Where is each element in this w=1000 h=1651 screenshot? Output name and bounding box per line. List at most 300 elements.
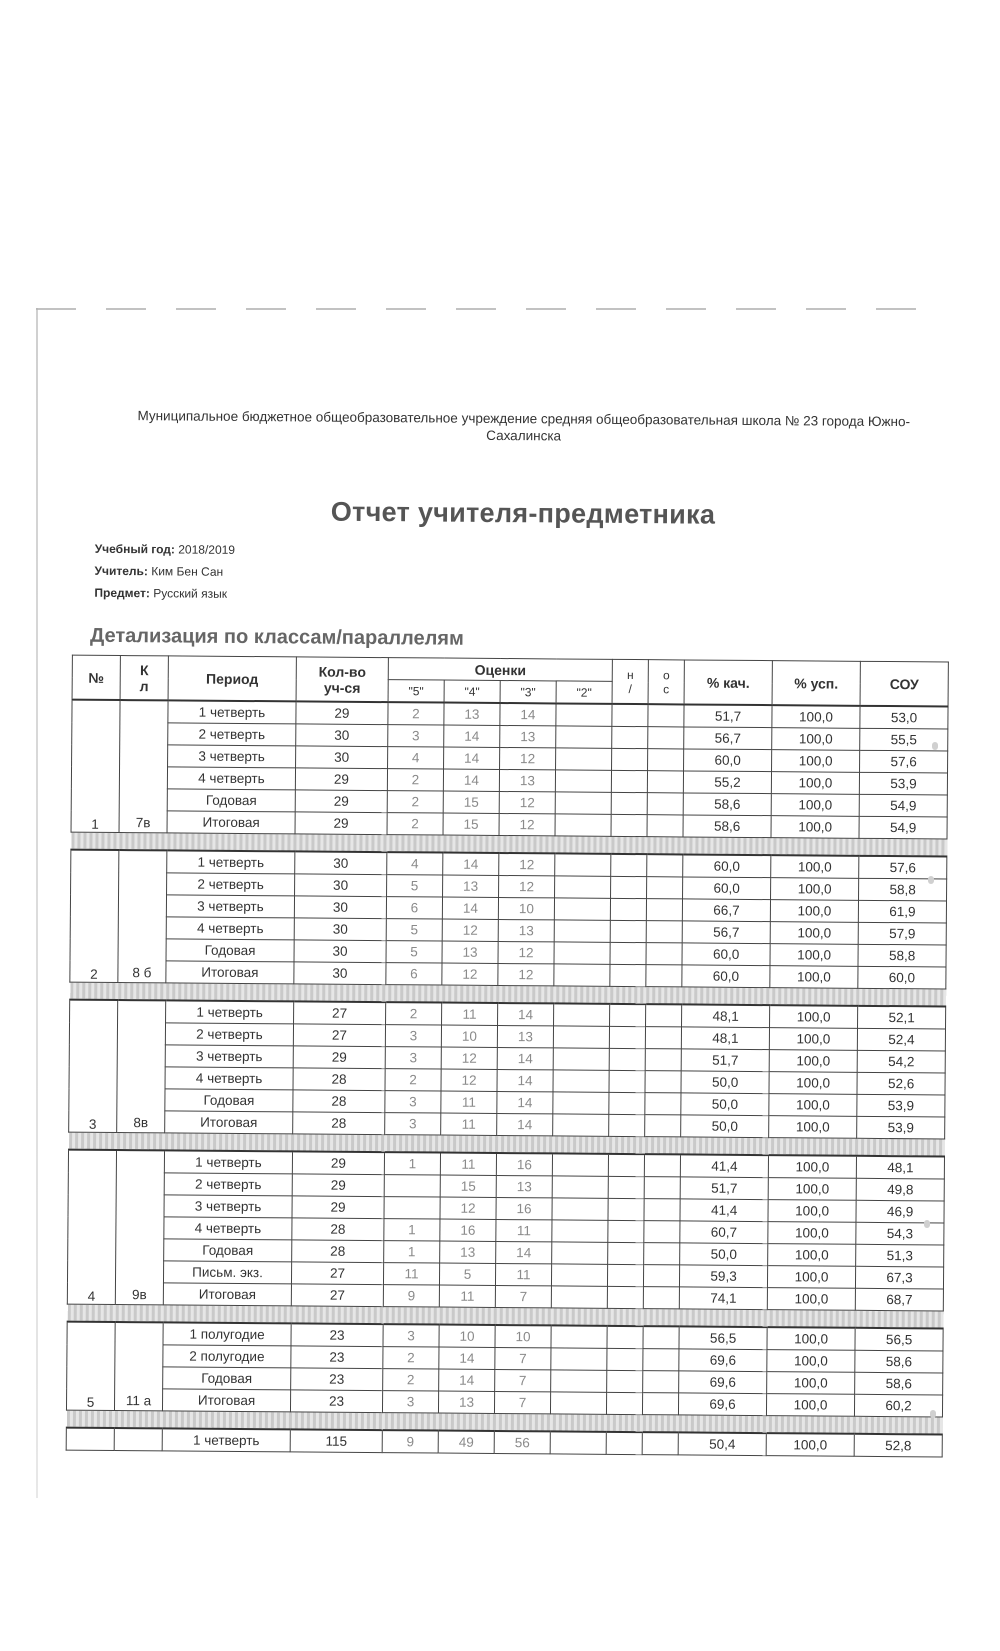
grade-3-cell: 12 <box>499 875 555 897</box>
success-cell: 100,0 <box>771 794 859 817</box>
quality-cell: 69,6 <box>679 1349 767 1372</box>
n-cell <box>612 704 648 727</box>
header-grade-3: "3" <box>500 680 556 703</box>
success-cell: 100,0 <box>769 1028 857 1051</box>
period-cell: 2 четверть <box>164 1173 292 1196</box>
quality-cell: 60,7 <box>680 1221 768 1244</box>
scan-speck <box>928 876 934 884</box>
grade-2-cell <box>552 1242 608 1264</box>
sou-cell: 61,9 <box>858 900 946 923</box>
sou-cell: 67,3 <box>856 1266 944 1289</box>
grade-2-cell <box>554 898 610 920</box>
count-cell: 27 <box>291 1284 383 1307</box>
o-cell <box>646 1004 682 1027</box>
grade-5-cell: 3 <box>385 1091 441 1113</box>
grade-3-cell: 13 <box>500 725 556 747</box>
success-cell: 100,0 <box>769 1116 857 1139</box>
meta-subject <box>94 586 227 601</box>
period-cell: 2 четверть <box>165 1023 293 1046</box>
meta-subject-label: Предмет: <box>94 585 150 601</box>
count-cell: 28 <box>293 1068 385 1091</box>
scan-speck <box>932 742 938 750</box>
grade-5-cell: 5 <box>386 919 442 941</box>
quality-cell: 74,1 <box>679 1287 767 1310</box>
grade-2-cell <box>551 1264 607 1286</box>
quality-cell: 58,6 <box>683 815 771 838</box>
grade-4-cell: 13 <box>440 1241 496 1263</box>
grade-4-cell: 14 <box>439 1347 495 1369</box>
n-cell <box>611 854 647 877</box>
o-cell <box>646 943 682 965</box>
grade-5-cell <box>384 1197 440 1219</box>
quality-cell: 56,7 <box>684 727 772 750</box>
count-cell: 23 <box>291 1323 383 1346</box>
n-cell <box>612 748 648 770</box>
sou-cell: 53,9 <box>857 1116 945 1139</box>
n-cell <box>607 1370 643 1392</box>
grade-2-cell <box>553 1070 609 1092</box>
grade-3-cell: 14 <box>497 1113 553 1135</box>
o-cell <box>646 921 682 943</box>
grade-5-cell: 2 <box>387 813 443 835</box>
total-num-cell <box>66 1428 114 1451</box>
n-cell <box>611 814 647 836</box>
quality-cell: 50,0 <box>681 1071 769 1094</box>
grade-2-cell <box>551 1325 607 1348</box>
sou-cell: 55,5 <box>860 728 948 751</box>
total-period-cell: 1 четверть <box>162 1428 290 1452</box>
table-header <box>72 655 948 706</box>
sou-cell: 48,1 <box>856 1156 944 1179</box>
header-grade-2: "2" <box>556 681 612 704</box>
grade-3-cell: 10 <box>495 1325 551 1348</box>
header-success: % усп. <box>772 661 860 706</box>
grade-3-cell: 7 <box>495 1285 551 1307</box>
header-o-top: о <box>662 667 670 682</box>
sou-cell: 68,7 <box>855 1288 943 1311</box>
count-cell: 23 <box>291 1346 383 1369</box>
grade-4-cell: 11 <box>441 1113 497 1135</box>
sou-cell: 57,9 <box>858 922 946 945</box>
grade-4-cell: 12 <box>442 963 498 985</box>
o-cell <box>645 1049 681 1071</box>
count-cell: 29 <box>292 1196 384 1219</box>
period-cell: Годовая <box>165 1089 293 1112</box>
total-success-cell: 100,0 <box>766 1433 854 1456</box>
sou-cell: 56,5 <box>855 1328 943 1351</box>
period-cell: 3 четверть <box>168 745 296 768</box>
grade-5-cell: 2 <box>383 1369 439 1391</box>
n-cell <box>610 964 646 986</box>
quality-cell: 69,6 <box>679 1371 767 1394</box>
grade-3-cell: 12 <box>499 791 555 813</box>
quality-cell: 60,0 <box>682 965 770 988</box>
grade-5-cell: 2 <box>383 1347 439 1369</box>
grade-4-cell: 14 <box>444 747 500 769</box>
period-cell: Годовая <box>163 1367 291 1390</box>
grade-5-cell <box>384 1175 440 1197</box>
o-cell <box>647 854 683 877</box>
meta-year <box>95 542 235 557</box>
n-cell <box>610 1004 646 1027</box>
period-cell: 2 полугодие <box>163 1345 291 1368</box>
header-n-bottom: / <box>628 681 632 696</box>
grade-2-cell <box>550 1392 606 1414</box>
sou-cell: 58,8 <box>858 944 946 967</box>
n-cell <box>611 876 647 898</box>
meta-year-label: Учебный год: <box>94 541 176 557</box>
grade-5-cell: 6 <box>386 897 442 919</box>
class-name-cell: 11 а <box>114 1322 163 1411</box>
grade-4-cell: 14 <box>442 897 498 919</box>
grade-3-cell: 13 <box>497 1025 553 1047</box>
count-cell: 30 <box>296 746 388 769</box>
header-sou: СОУ <box>860 661 948 706</box>
quality-cell: 51,7 <box>681 1049 769 1072</box>
grade-3-cell: 12 <box>498 963 554 985</box>
sou-cell: 58,8 <box>859 878 947 901</box>
grade-4-cell: 12 <box>441 1069 497 1091</box>
count-cell: 29 <box>295 790 387 813</box>
success-cell: 100,0 <box>768 1155 856 1178</box>
grade-2-cell <box>553 1026 609 1048</box>
success-cell: 100,0 <box>768 1222 856 1245</box>
quality-cell: 56,7 <box>682 921 770 944</box>
n-cell <box>609 1114 645 1136</box>
grade-3-cell: 14 <box>497 1069 553 1091</box>
total-quality-cell: 50,4 <box>678 1432 766 1455</box>
count-cell: 29 <box>296 701 388 724</box>
table-body <box>66 700 948 1457</box>
n-cell <box>609 1026 645 1048</box>
sou-cell: 60,0 <box>858 966 946 989</box>
header-count <box>296 657 388 702</box>
header-num: № <box>72 655 120 700</box>
o-cell <box>647 877 683 899</box>
count-cell: 29 <box>293 1046 385 1069</box>
grade-3-cell: 12 <box>499 853 555 876</box>
grade-3-cell: 14 <box>497 1047 553 1069</box>
grade-5-cell: 11 <box>383 1263 439 1285</box>
count-cell: 29 <box>292 1174 384 1197</box>
grade-4-cell: 12 <box>441 1047 497 1069</box>
period-cell: 4 четверть <box>165 1067 293 1090</box>
o-cell <box>644 1199 680 1221</box>
quality-cell: 50,0 <box>681 1093 769 1116</box>
n-cell <box>611 770 647 792</box>
n-cell <box>609 1070 645 1092</box>
grade-4-cell: 15 <box>440 1175 496 1197</box>
sou-cell: 51,3 <box>856 1244 944 1267</box>
o-cell <box>647 793 683 815</box>
o-cell <box>645 1115 681 1137</box>
n-cell <box>607 1286 643 1308</box>
grade-3-cell: 14 <box>500 703 556 726</box>
count-cell: 29 <box>292 1151 384 1174</box>
success-cell: 100,0 <box>767 1350 855 1373</box>
success-cell: 100,0 <box>768 1266 856 1289</box>
grade-2-cell <box>552 1220 608 1242</box>
grade-5-cell: 1 <box>384 1241 440 1263</box>
grade-3-cell: 7 <box>495 1369 551 1391</box>
grade-2-cell <box>554 920 610 942</box>
total-o-cell <box>642 1432 678 1455</box>
success-cell: 100,0 <box>771 816 859 839</box>
total-class-cell <box>114 1428 162 1451</box>
grade-4-cell: 15 <box>443 791 499 813</box>
quality-cell: 58,6 <box>683 793 771 816</box>
quality-cell: 60,0 <box>683 877 771 900</box>
quality-cell: 51,7 <box>684 704 772 727</box>
sou-cell: 54,9 <box>859 816 947 839</box>
grade-5-cell: 1 <box>384 1219 440 1241</box>
grade-5-cell: 3 <box>388 725 444 747</box>
total-grade-5-cell: 9 <box>382 1430 438 1453</box>
grade-4-cell: 16 <box>440 1219 496 1241</box>
count-cell: 29 <box>295 768 387 791</box>
count-cell: 30 <box>295 874 387 897</box>
quality-cell: 48,1 <box>682 1004 770 1027</box>
success-cell: 100,0 <box>767 1288 855 1311</box>
grade-2-cell <box>552 1176 608 1198</box>
meta-teacher-value: Ким Бен Сан <box>151 564 224 579</box>
grade-4-cell: 11 <box>440 1153 496 1176</box>
grade-4-cell: 11 <box>442 1003 498 1026</box>
grade-3-cell: 13 <box>498 919 554 941</box>
header-period: Период <box>168 656 296 702</box>
quality-cell: 48,1 <box>681 1027 769 1050</box>
o-cell <box>648 749 684 771</box>
period-cell: 4 четверть <box>166 917 294 940</box>
grade-4-cell: 14 <box>443 769 499 791</box>
grade-4-cell: 14 <box>444 725 500 747</box>
o-cell <box>647 815 683 837</box>
o-cell <box>648 704 684 727</box>
o-cell <box>643 1326 679 1349</box>
n-cell <box>608 1198 644 1220</box>
grade-5-cell: 1 <box>384 1152 440 1175</box>
class-number-cell: 3 <box>69 1000 118 1133</box>
class-name-cell: 9в <box>115 1150 164 1305</box>
grade-2-cell <box>555 770 611 792</box>
success-cell: 100,0 <box>772 750 860 773</box>
header-class-top: К <box>139 661 149 678</box>
success-cell: 100,0 <box>771 878 859 901</box>
header-class <box>120 656 168 701</box>
period-cell: Итоговая <box>166 961 294 984</box>
grade-4-cell: 12 <box>442 919 498 941</box>
header-quality: % кач. <box>684 660 772 705</box>
quality-cell: 60,0 <box>682 943 770 966</box>
quality-cell: 41,4 <box>680 1154 768 1177</box>
o-cell <box>644 1221 680 1243</box>
grade-2-cell <box>555 853 611 876</box>
grade-3-cell: 10 <box>498 897 554 919</box>
grade-3-cell: 14 <box>498 1003 554 1026</box>
n-cell <box>612 726 648 748</box>
total-grade-3-cell: 56 <box>494 1431 550 1454</box>
n-cell <box>608 1176 644 1198</box>
grade-4-cell: 13 <box>443 875 499 897</box>
period-cell: Итоговая <box>163 1283 291 1306</box>
success-cell: 100,0 <box>770 1005 858 1028</box>
institution-name: Муниципальное бюджетное общеобразовательное учреждение средняя общеобразовательная школа № 23 города Южно-Сахалинска <box>137 408 911 444</box>
grade-3-cell: 12 <box>498 941 554 963</box>
count-cell: 30 <box>296 724 388 747</box>
o-cell <box>643 1371 679 1393</box>
o-cell <box>647 771 683 793</box>
sou-cell: 52,1 <box>858 1006 946 1029</box>
o-cell <box>644 1243 680 1265</box>
grade-4-cell: 14 <box>443 853 499 876</box>
class-number-cell: 1 <box>71 700 120 833</box>
grade-2-cell <box>551 1286 607 1308</box>
grade-2-cell <box>553 1048 609 1070</box>
success-cell: 100,0 <box>770 922 858 945</box>
quality-cell: 50,0 <box>680 1243 768 1266</box>
grade-5-cell: 4 <box>388 747 444 769</box>
grade-5-cell: 5 <box>387 875 443 897</box>
header-class-bottom: л <box>139 677 149 694</box>
class-number-cell: 4 <box>67 1150 116 1305</box>
quality-cell: 60,0 <box>684 749 772 772</box>
sou-cell: 57,6 <box>860 750 948 773</box>
grade-5-cell: 2 <box>385 1069 441 1091</box>
count-cell: 29 <box>295 812 387 835</box>
scan-speck <box>924 1220 930 1228</box>
grade-2-cell <box>551 1348 607 1370</box>
grade-3-cell: 13 <box>499 769 555 791</box>
n-cell <box>607 1326 643 1349</box>
grade-2-cell <box>555 876 611 898</box>
count-cell: 28 <box>292 1218 384 1241</box>
grade-2-cell <box>556 703 612 726</box>
grade-5-cell: 9 <box>383 1285 439 1307</box>
grade-5-cell: 2 <box>387 791 443 813</box>
count-cell: 28 <box>293 1112 385 1135</box>
period-cell: 1 четверть <box>166 1000 294 1024</box>
grade-5-cell: 3 <box>383 1324 439 1347</box>
grade-2-cell <box>551 1370 607 1392</box>
o-cell <box>645 1027 681 1049</box>
n-cell <box>610 942 646 964</box>
header-grades: Оценки <box>388 658 612 682</box>
quality-cell: 69,6 <box>679 1393 767 1416</box>
section-title: Детализация по классам/параллелям <box>89 624 464 650</box>
grade-2-cell <box>552 1153 608 1176</box>
period-cell: Годовая <box>164 1239 292 1262</box>
o-cell <box>648 727 684 749</box>
grade-3-cell: 13 <box>496 1175 552 1197</box>
class-name-cell: 8 б <box>118 850 167 983</box>
quality-cell: 41,4 <box>680 1199 768 1222</box>
count-cell: 30 <box>294 918 386 941</box>
period-cell: Письм. экз. <box>163 1261 291 1284</box>
period-cell: 2 четверть <box>168 723 296 746</box>
quality-cell: 50,0 <box>681 1115 769 1138</box>
sou-cell: 53,9 <box>859 772 947 795</box>
count-cell: 27 <box>293 1024 385 1047</box>
total-grade-4-cell: 49 <box>438 1431 494 1454</box>
period-cell: 1 четверть <box>167 850 295 874</box>
results-table <box>66 655 949 1458</box>
sou-cell: 53,0 <box>860 706 948 729</box>
sou-cell: 54,2 <box>857 1050 945 1073</box>
n-cell <box>609 1092 645 1114</box>
total-n-cell <box>606 1432 642 1455</box>
success-cell: 100,0 <box>769 1094 857 1117</box>
grade-2-cell <box>552 1198 608 1220</box>
sou-cell: 54,9 <box>859 794 947 817</box>
sou-cell: 49,8 <box>856 1178 944 1201</box>
n-cell <box>608 1154 644 1177</box>
sou-cell: 58,6 <box>855 1350 943 1373</box>
grade-3-cell: 12 <box>500 747 556 769</box>
grade-2-cell <box>556 748 612 770</box>
grade-5-cell: 3 <box>382 1391 438 1413</box>
success-cell: 100,0 <box>771 855 859 878</box>
count-cell: 23 <box>291 1368 383 1391</box>
class-name-cell: 7в <box>119 700 168 833</box>
grade-5-cell: 2 <box>388 702 444 725</box>
period-cell: 1 полугодие <box>163 1322 291 1346</box>
grade-4-cell: 10 <box>441 1025 497 1047</box>
grade-2-cell <box>554 1003 610 1026</box>
grade-5-cell: 6 <box>386 963 442 985</box>
grade-2-cell <box>554 942 610 964</box>
grade-3-cell: 14 <box>497 1091 553 1113</box>
meta-teacher <box>95 564 224 579</box>
grade-4-cell: 13 <box>444 703 500 726</box>
o-cell <box>644 1265 680 1287</box>
success-cell: 100,0 <box>770 900 858 923</box>
meta-year-value: 2018/2019 <box>178 542 236 557</box>
grade-2-cell <box>555 792 611 814</box>
total-count-cell: 115 <box>290 1429 382 1452</box>
sou-cell: 57,6 <box>859 856 947 879</box>
o-cell <box>646 965 682 987</box>
grade-5-cell: 3 <box>385 1047 441 1069</box>
grade-4-cell: 10 <box>439 1325 495 1348</box>
success-cell: 100,0 <box>769 1050 857 1073</box>
count-cell: 30 <box>294 962 386 985</box>
period-cell: Итоговая <box>167 811 295 834</box>
count-cell: 30 <box>294 940 386 963</box>
grade-2-cell <box>555 814 611 836</box>
grade-4-cell: 5 <box>439 1263 495 1285</box>
grade-2-cell <box>554 964 610 986</box>
header-n-top: н <box>626 667 634 682</box>
header-count-bottom: уч-ся <box>323 679 361 696</box>
meta-subject-value: Русский язык <box>153 586 228 601</box>
grade-5-cell: 4 <box>387 852 443 875</box>
header-o-bottom: с <box>663 681 670 696</box>
success-cell: 100,0 <box>768 1178 856 1201</box>
o-cell <box>646 899 682 921</box>
grade-4-cell: 11 <box>439 1285 495 1307</box>
n-cell <box>608 1220 644 1242</box>
grade-4-cell: 13 <box>438 1391 494 1413</box>
quality-cell: 59,3 <box>680 1265 768 1288</box>
period-cell: 3 четверть <box>166 895 294 918</box>
count-cell: 27 <box>294 1001 386 1024</box>
grade-4-cell: 11 <box>441 1091 497 1113</box>
grade-5-cell: 3 <box>385 1025 441 1047</box>
success-cell: 100,0 <box>769 1072 857 1095</box>
grade-2-cell <box>553 1114 609 1136</box>
scan-speck <box>930 1410 936 1418</box>
total-grade-2-cell <box>550 1431 606 1454</box>
